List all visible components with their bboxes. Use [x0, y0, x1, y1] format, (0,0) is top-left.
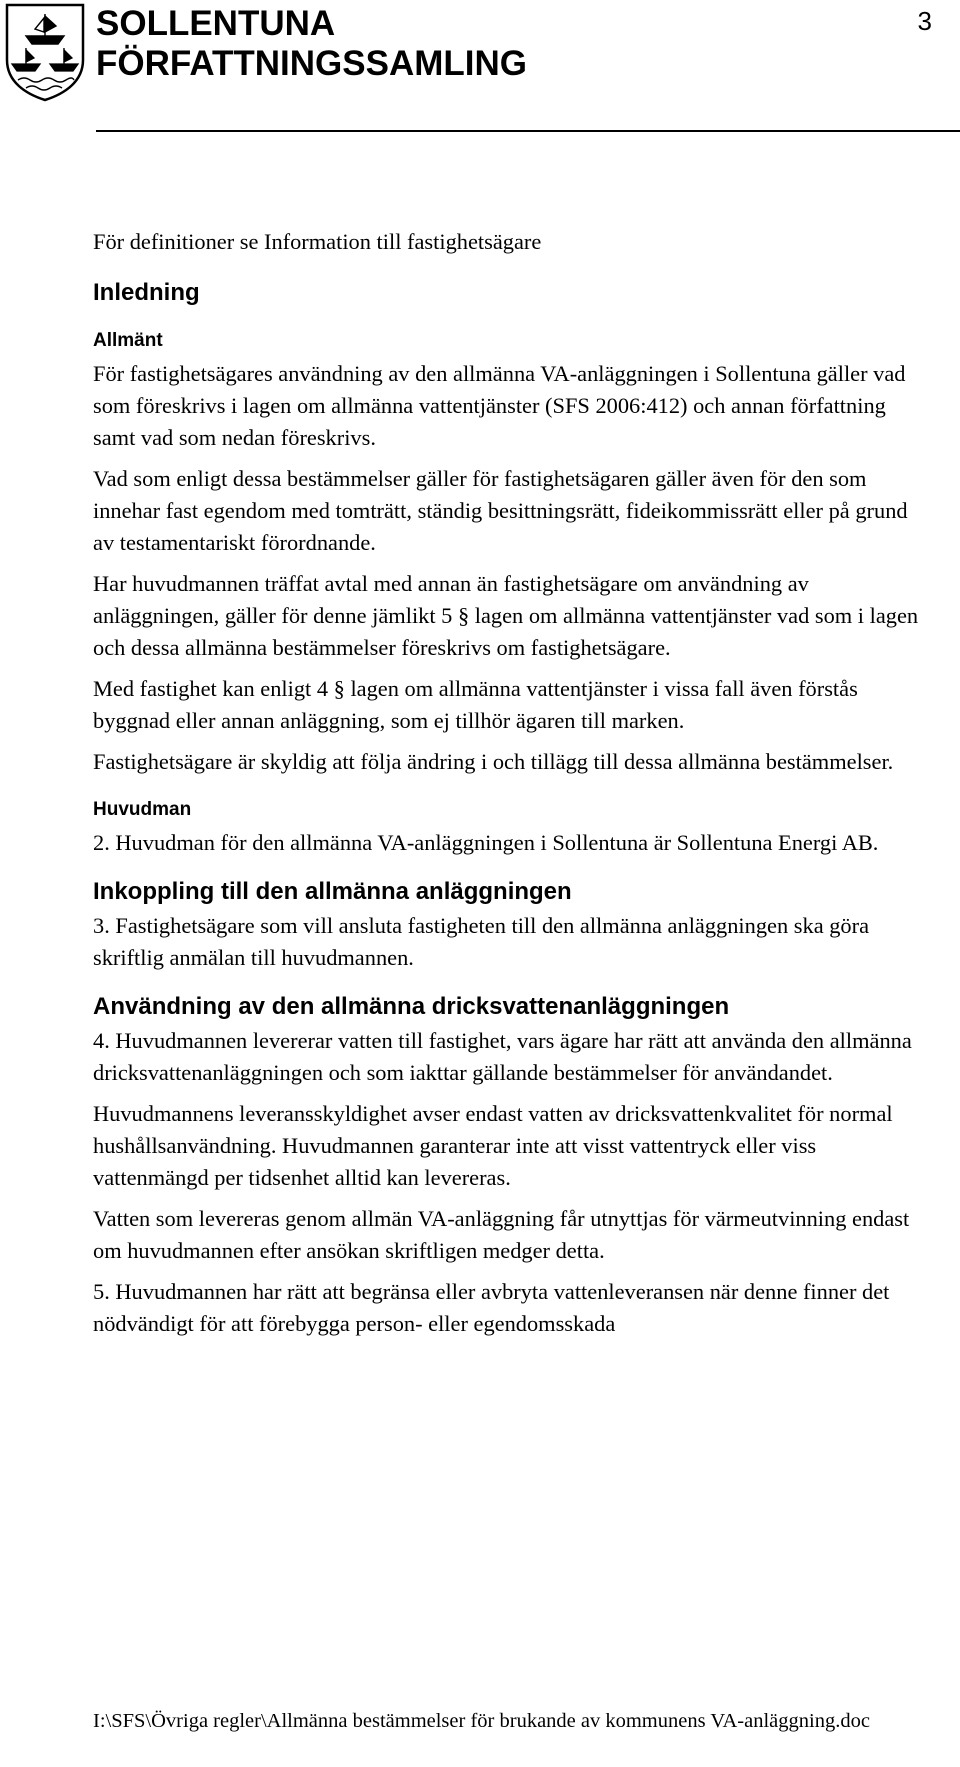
heading-inledning: Inledning [93, 279, 200, 306]
paragraph-allmant-4: Med fastighet kan enligt 4 § lagen om allmänna vattentjänster i vissa fall även förstås byggnad eller annan anläggning, som ej tillhör ägaren till marken. [93, 676, 858, 733]
paragraph-allmant-1: För fastighetsägares användning av den allmänna VA-anläggningen i Sollentuna gäller vad som föreskrivs i lagen om allmänna vattentjänster (SFS 2006:412) och annan författning samt vad som nedan föreskrivs. [93, 361, 906, 450]
header-title-line1: SOLLENTUNA [96, 4, 336, 43]
paragraph-anvandning-2: Huvudmannens leveransskyldighet avser endast vatten av dricksvattenkvalitet för normal hushållsanvändning. Huvudmannen garanterar inte att visst vattentryck eller viss vattenmängd per tidsenhet alltid kan levereras. [93, 1101, 893, 1190]
heading-inkoppling: Inkoppling till den allmänna anläggningen [93, 878, 572, 905]
paragraph-allmant-2: Vad som enligt dessa bestämmelser gäller för fastighetsägaren gäller även för den som innehar fast egendom med tomträtt, ständig besittningsrätt, fideikommissrätt eller på grund av testamentariskt förordnande. [93, 466, 908, 555]
footer-file-path: I:\SFS\Övriga regler\Allmänna bestämmelser för brukande av kommunens VA-anläggning.doc [93, 1710, 870, 1732]
definitions-note: För definitioner se Information till fastighetsägare [93, 229, 542, 254]
paragraph-anvandning-1: 4. Huvudmannen levererar vatten till fastighet, vars ägare har rätt att använda den allmänna dricksvattenanläggningen och som iakttar gällande bestämmelser för användandet. [93, 1028, 912, 1085]
paragraph-allmant-5: Fastighetsägare är skyldig att följa ändring i och tillägg till dessa allmänna bestämmelser. [93, 749, 894, 774]
header-title-line2: FÖRFATTNINGSSAMLING [96, 44, 527, 83]
heading-allmant: Allmänt [93, 330, 163, 351]
paragraph-anvandning-3: Vatten som levereras genom allmän VA-anläggning får utnyttjas för värmeutvinning endast om huvudmannen efter ansökan skriftligen medger detta. [93, 1206, 910, 1263]
header-rule [96, 130, 960, 132]
paragraph-anvandning-4: 5. Huvudmannen har rätt att begränsa eller avbryta vattenleveransen när denne finner det nödvändigt för att förebygga person- eller egendomsskada [93, 1279, 890, 1336]
page-number: 3 [917, 6, 932, 36]
heading-huvudman: Huvudman [93, 799, 192, 820]
paragraph-huvudman: 2. Huvudman för den allmänna VA-anläggningen i Sollentuna är Sollentuna Energi AB. [93, 830, 879, 855]
paragraph-allmant-3: Har huvudmannen träffat avtal med annan än fastighetsägare om användning av anläggningen, gäller för denne jämlikt 5 § lagen om allmänna vattentjänster vad som i lagen och dessa allmänna bestämmelser föreskrivs om fastighetsägare. [93, 571, 919, 660]
municipal-crest-icon [4, 2, 86, 102]
heading-anvandning: Användning av den allmänna dricksvattenanläggningen [93, 993, 730, 1020]
paragraph-inkoppling: 3. Fastighetsägare som vill ansluta fastigheten till den allmänna anläggningen ska göra skriftlig anmälan till huvudmannen. [93, 913, 870, 970]
document-body [93, 226, 923, 1340]
